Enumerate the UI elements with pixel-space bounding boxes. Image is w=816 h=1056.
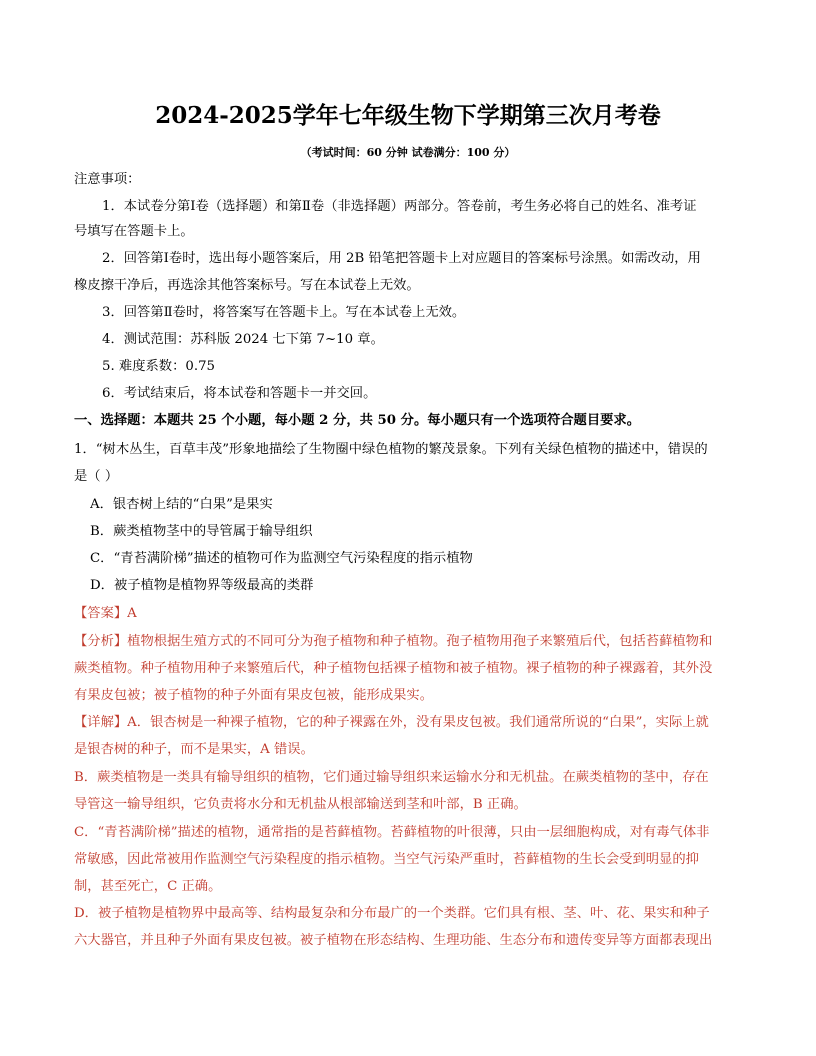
notice-item: 号填写在答题卡上。	[74, 224, 194, 239]
option-b: B．蕨类植物茎中的导管属于输导组织	[90, 524, 313, 539]
analysis-line: 蕨类植物。种子植物用种子来繁殖后代，种子植物包括裸子植物和被子植物。裸子植物的种子裸露着，其外没	[74, 661, 713, 676]
detail-line: 制，甚至死亡，C 正确。	[74, 879, 222, 894]
exam-title: 2024-2025学年七年级生物下学期第三次月考卷	[155, 102, 661, 129]
notice-item: 4．测试范围：苏科版 2024 七下第 7~10 章。	[102, 332, 384, 347]
analysis-line: 有果皮包被；被子植物的种子外面有果皮包被，能形成果实。	[74, 688, 434, 703]
notice-item: 2．回答第Ⅰ卷时，选出每小题答案后，用 2B 铅笔把答题卡上对应题目的答案标号涂黑。如需改动，用	[102, 251, 701, 266]
notice-item: 3．回答第Ⅱ卷时，将答案写在答题卡上。写在本试卷上无效。	[102, 305, 466, 320]
option-d: D．被子植物是植物界等级最高的类群	[90, 578, 314, 593]
detail-line: 六大器官，并且种子外面有果皮包被。被子植物在形态结构、生理功能、生态分布和遗传变异等方面都表现出	[74, 933, 713, 948]
notice-heading: 注意事项：	[74, 172, 141, 187]
notice-item: 5. 难度系数：0.75	[102, 359, 216, 374]
option-a: A．银杏树上结的“白果”是果实	[90, 497, 273, 512]
detail-line: 导管这一输导组织，它负责将水分和无机盐从根部输送到茎和叶部，B 正确。	[74, 797, 527, 812]
detail-line: C．“青苔满阶梯”描述的植物，通常指的是苔藓植物。苔藓植物的叶很薄，只由一层细胞构成，对有毒气体非	[74, 825, 710, 840]
analysis-line: 【分析】植物根据生殖方式的不同可分为孢子植物和种子植物。孢子植物用孢子来繁殖后代，包括苔藓植物和	[74, 634, 713, 649]
section-heading: 一、选择题：本题共 25 个小题，每小题 2 分，共 50 分。每小题只有一个选项符合题目要求。	[74, 413, 641, 428]
notice-item: 橡皮擦干净后，再选涂其他答案标号。写在本试卷上无效。	[74, 278, 420, 293]
notice-item: 1．本试卷分第Ⅰ卷（选择题）和第Ⅱ卷（非选择题）两部分。答卷前，考生务必将自己的姓名、准考证	[102, 199, 697, 214]
option-c: C．“青苔满阶梯”描述的植物可作为监测空气污染程度的指示植物	[90, 551, 473, 566]
detail-line: B．蕨类植物是一类具有输导组织的植物，它们通过输导组织来运输水分和无机盐。在蕨类植物的茎中，存在	[74, 770, 709, 785]
notice-item: 6．考试结束后，将本试卷和答题卡一并交回。	[102, 386, 377, 401]
question-stem: 1．“树木丛生，百草丰茂”形象地描绘了生物圈中绿色植物的繁茂景象。下列有关绿色植物的描述中，错误的	[74, 442, 708, 457]
exam-subtitle: （考试时间：60 分钟 试卷满分：100 分）	[300, 146, 516, 159]
detail-line: D．被子植物是植物界中最高等、结构最复杂和分布最广的一个类群。它们具有根、茎、叶、花、果实和种子	[74, 906, 710, 921]
question-stem: 是（ ）	[74, 469, 119, 484]
detail-line: 常敏感，因此常被用作监测空气污染程度的指示植物。当空气污染严重时，苔藓植物的生长会受到明显的抑	[74, 852, 699, 867]
detail-line: 【详解】A．银杏树是一种裸子植物，它的种子裸露在外，没有果皮包被。我们通常所说的“白果”，实际上就	[74, 715, 709, 730]
answer-line: 【答案】A	[74, 606, 137, 621]
detail-line: 是银杏树的种子，而不是果实，A 错误。	[74, 742, 314, 757]
